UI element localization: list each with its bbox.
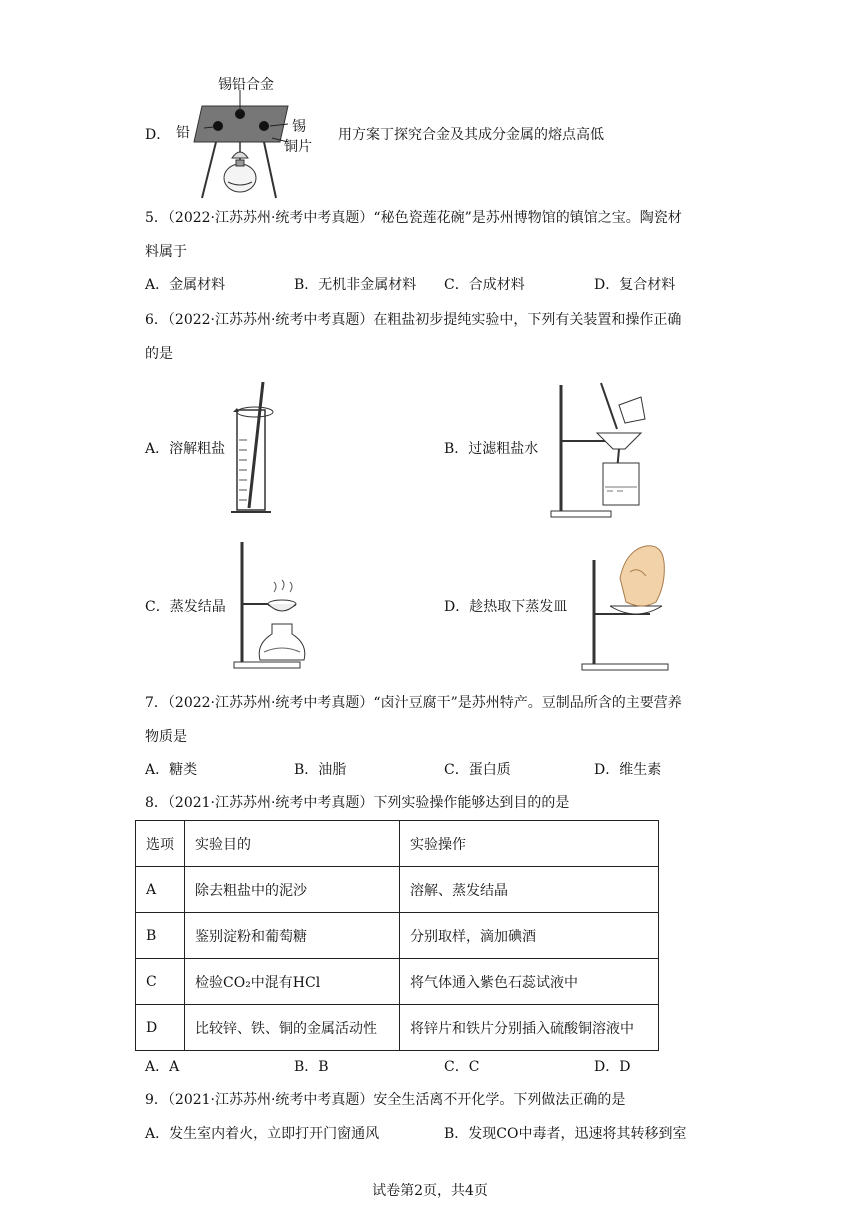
- q6-option-c: C．蒸发结晶: [145, 599, 226, 615]
- q7-stem-line1: 7．（2022·江苏苏州·统考中考真题）“卤汁豆腐干”是苏州特产。豆制品所含的主要营养: [145, 695, 682, 711]
- table-row: [136, 913, 659, 959]
- q8-option-c: C．C: [444, 1059, 480, 1075]
- table-cell: 比较锌、铁、铜的金属活动性: [185, 1005, 400, 1051]
- q7-option-a: A．糖类: [145, 762, 198, 778]
- q5-option-b: B．无机非金属材料: [294, 277, 417, 293]
- table-cell: 除去粗盐中的泥沙: [185, 867, 400, 913]
- table-row: [136, 1005, 659, 1051]
- q5-option-c: C．合成材料: [444, 277, 525, 293]
- q5-option-d: D．复合材料: [594, 277, 676, 293]
- q4-option-d-label: D．: [145, 127, 171, 143]
- q4-label-alloy: 锡铅合金: [218, 77, 274, 93]
- q7-option-c: C．蛋白质: [444, 762, 511, 778]
- table-row: [136, 959, 659, 1005]
- table-cell: B: [136, 913, 185, 959]
- table-cell: 将气体通入紫色石蕊试液中: [400, 959, 659, 1005]
- q8-option-d: D．D: [594, 1059, 631, 1075]
- table-cell: C: [136, 959, 185, 1005]
- q9-option-b: B．发现CO中毒者，迅速将其转移到室: [444, 1126, 687, 1142]
- q6-stem-line2: 的是: [145, 346, 173, 362]
- q6-option-b: B．过滤粗盐水: [444, 441, 539, 457]
- table-cell: 溶解、蒸发结晶: [400, 867, 659, 913]
- table-cell: 分别取样，滴加碘酒: [400, 913, 659, 959]
- q6-figure-evaporation: [230, 540, 320, 670]
- q6-figure-dissolving-cylinder: [225, 380, 285, 520]
- page-footer: 试卷第2页，共4页: [372, 1183, 488, 1199]
- table-header-row: [136, 821, 659, 867]
- q4-label-copper: 铜片: [284, 139, 312, 155]
- q7-stem-line2: 物质是: [145, 729, 187, 745]
- q5-stem-line1: 5．（2022·江苏苏州·统考中考真题）“秘色瓷莲花碗”是苏州博物馆的镇馆之宝。陶瓷材: [145, 210, 682, 226]
- q8-stem: 8．（2021·江苏苏州·统考中考真题）下列实验操作能够达到目的的是: [145, 795, 570, 811]
- table-header-cell: 选项: [136, 821, 185, 867]
- q7-option-d: D．维生素: [594, 762, 662, 778]
- q8-option-b: B．B: [294, 1059, 329, 1075]
- q6-option-d: D．趁热取下蒸发皿: [444, 599, 568, 615]
- q6-figure-remove-dish: [580, 542, 680, 672]
- table-cell: 检验CO₂中混有HCl: [185, 959, 400, 1005]
- q9-option-a: A．发生室内着火，立即打开门窗通风: [145, 1126, 380, 1142]
- q8-table: [135, 820, 659, 1051]
- q9-stem: 9．（2021·江苏苏州·统考中考真题）安全生活离不开化学。下列做法正确的是: [145, 1092, 626, 1108]
- table-cell: 鉴别淀粉和葡萄糖: [185, 913, 400, 959]
- table-row: [136, 867, 659, 913]
- table-header-cell: 实验目的: [185, 821, 400, 867]
- q7-option-b: B．油脂: [294, 762, 347, 778]
- q4-label-lead: 铅: [176, 125, 190, 141]
- table-header-cell: 实验操作: [400, 821, 659, 867]
- table-cell: A: [136, 867, 185, 913]
- q6-option-a: A．溶解粗盐: [145, 441, 226, 457]
- q6-stem-line1: 6．（2022·江苏苏州·统考中考真题）在粗盐初步提纯实验中，下列有关装置和操作正确: [145, 312, 682, 328]
- q5-option-a: A．金属材料: [145, 277, 226, 293]
- q6-figure-filtration: [545, 383, 645, 523]
- q4-option-d-text: 用方案丁探究合金及其成分金属的熔点高低: [338, 127, 604, 143]
- table-cell: 将锌片和铁片分别插入硫酸铜溶液中: [400, 1005, 659, 1051]
- q8-option-a: A．A: [145, 1059, 180, 1075]
- q4-label-tin: 锡: [292, 119, 306, 135]
- table-cell: D: [136, 1005, 185, 1051]
- q5-stem-line2: 料属于: [145, 244, 187, 260]
